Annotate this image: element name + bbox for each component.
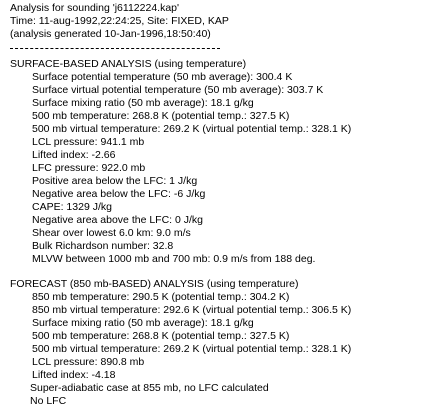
surface-line: Bulk Richardson number: 32.8 xyxy=(32,240,174,252)
surface-line: Surface mixing ratio (50 mb average): 18.1 g/kg xyxy=(32,97,254,109)
surface-line: MLVW between 1000 mb and 700 mb: 0.9 m/s from 188 deg. xyxy=(32,253,316,265)
forecast-line: 500 mb virtual temperature: 269.2 K (virtual potential temp.: 328.1 K) xyxy=(32,343,352,355)
report-title: Analysis for sounding 'j6112224.kap' xyxy=(10,2,180,14)
surface-line: Surface potential temperature (50 mb average): 300.4 K xyxy=(32,71,293,83)
surface-line: Negative area below the LFC: -6 J/kg xyxy=(32,188,206,200)
surface-line: Lifted index: -2.66 xyxy=(32,149,116,161)
forecast-line: LCL pressure: 890.8 mb xyxy=(32,356,145,368)
forecast-heading: FORECAST (850 mb-BASED) ANALYSIS (using temperature) xyxy=(10,278,299,290)
surface-line: 500 mb virtual temperature: 269.2 K (virtual potential temp.: 328.1 K) xyxy=(32,123,352,135)
surface-line: Negative area above the LFC: 0 J/kg xyxy=(32,214,204,226)
surface-line: Shear over lowest 6.0 km: 9.0 m/s xyxy=(32,227,191,239)
forecast-line: 500 mb temperature: 268.8 K (potential temp.: 327.5 K) xyxy=(32,330,290,342)
forecast-note: Super-adiabatic case at 855 mb, no LFC calculated xyxy=(30,382,269,394)
surface-heading: SURFACE-BASED ANALYSIS (using temperature) xyxy=(10,58,247,70)
surface-line: Positive area below the LFC: 1 J/kg xyxy=(32,175,198,187)
surface-line: 500 mb temperature: 268.8 K (potential temp.: 327.5 K) xyxy=(32,110,290,122)
forecast-line: 850 mb temperature: 290.5 K (potential temp.: 304.2 K) xyxy=(32,291,290,303)
forecast-line: 850 mb virtual temperature: 292.6 K (virtual potential temp.: 306.5 K) xyxy=(32,304,352,316)
forecast-note-no-lfc: No LFC xyxy=(30,395,67,407)
surface-line: CAPE: 1329 J/kg xyxy=(32,201,112,213)
surface-line: LFC pressure: 922.0 mb xyxy=(32,162,146,174)
surface-line: LCL pressure: 941.1 mb xyxy=(32,136,145,148)
report-generated: (analysis generated 10-Jan-1996,18:50:40) xyxy=(10,28,211,40)
forecast-line: Surface mixing ratio (50 mb average): 18.1 g/kg xyxy=(32,317,254,329)
report-time-site: Time: 11-aug-1992,22:24:25, Site: FIXED, KAP xyxy=(10,15,229,27)
surface-line: Surface virtual potential temperature (50 mb average): 303.7 K xyxy=(32,84,324,96)
header-divider xyxy=(10,48,220,49)
forecast-line: Lifted index: -4.18 xyxy=(32,369,116,381)
